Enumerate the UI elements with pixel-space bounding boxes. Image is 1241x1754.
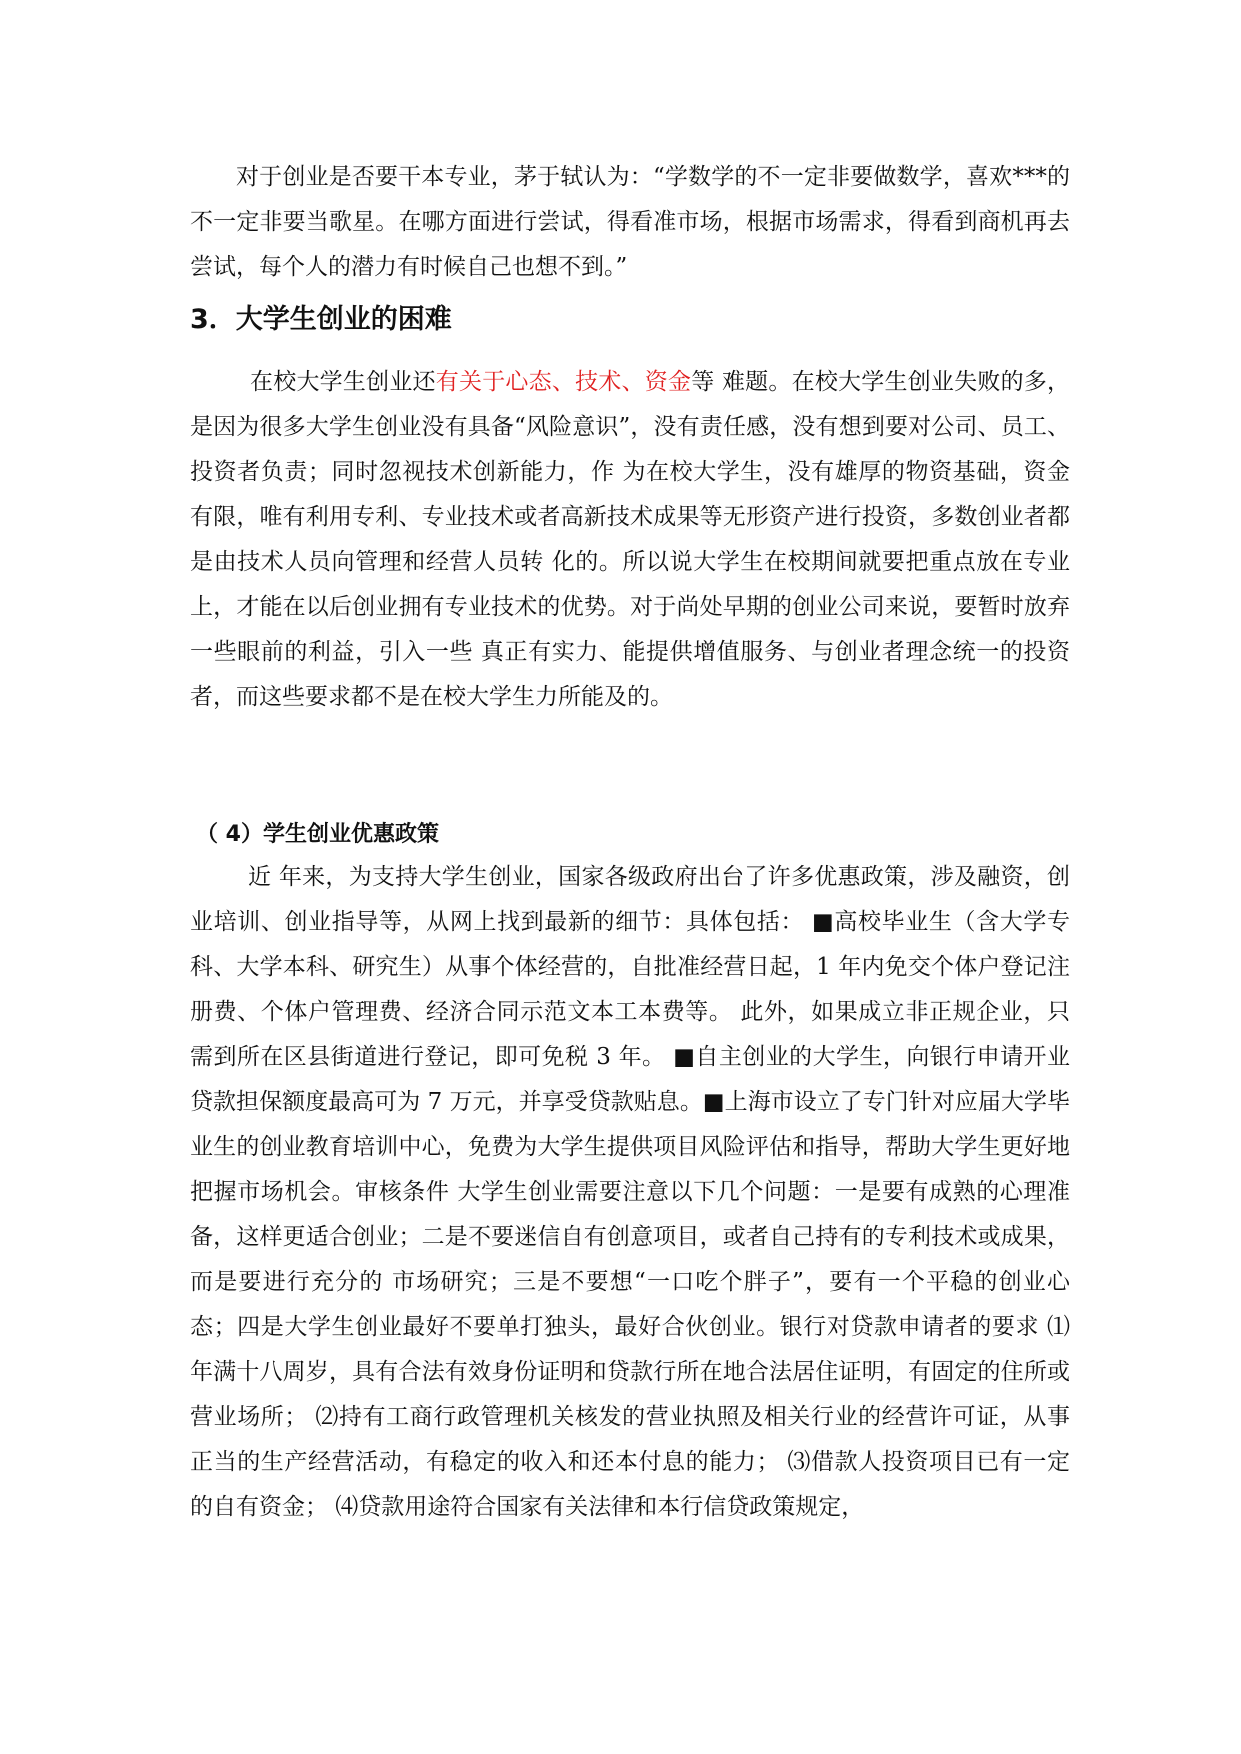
policies-paragraph: 近 年来，为支持大学生创业，国家各级政府出台了许多优惠政策，涉及融资，创业培训、创业指导等，从网上找到最新的细节：具体包括： ■高校毕业生（含大学专科、大学本科、研究生）从事个体经营的，自批准经营日起，1 年内免交个体户登记注册费、个体户管理费、经济合同示范文本工本费等。 此外，如果成立非正规企业，只需到所在区县街道进行登记，即可免税 3 年。 ■自主创业的大学生，向银行申请开业贷款担保额度最高可为 7 万元，并享受贷款贴息。■上海市设立了专门针对应届大学毕业生的创业教育培训中心，免费为大学生提供项目风险评估和指导，帮助大学生更好地把握市场机会。审核条件 大学生创业需要注意以下几个问题：一是要有成熟的心理准备，这样更适合创业；二是不要迷信自有创意项目，或者自己持有的专利技术或成果，而是要进行充分的 市场研究；三是不要想“一口吃个胖子”，要有一个平稳的创业心态；四是大学生创业最好不要单打独头，最好合伙创业。银行对贷款申请者的要求 ⑴年满十八周岁，具有合法有效身份证明和贷款行所在地合法居住证明，有固定的住所或营业场所； ⑵持有工商行政管理机关核发的营业执照及相关行业的经营许可证，从事正当的生产经营活动，有稳定的收入和还本付息的能力； ⑶借款人投资项目已有一定的自有资金； ⑷贷款用途符合国家有关法律和本行信贷政策规定， [190, 864, 1070, 1520]
section-heading-policies: （ 4）学生创业优惠政策 [196, 822, 439, 847]
difficulties-body-text: 等 难题。在校大学生创业失败的多，是因为很多大学生创业没有具备“风险意识”，没有责任感，没有想到要对公司、员工、投资者负责；同时忽视技术创新能力，作 为在校大学生，没有雄厚的物资基础，资金有限，唯有利用专利、专业技术或者高新技术成果等无形资产进行投资，多数创业者都是由技术人员向管理和经营人员转 化的。所以说大学生在校期间就要把重点放在专业上，才能在以后创业拥有专业技术的优势。对于尚处早期的创业公司来说，要暂时放弃一些眼前的利益，引入一些 真正有实力、能提供增值服务、与创业者理念统一的投资者，而这些要求都不是在校大学生力所能及的。 [190, 369, 1071, 710]
difficulties-paragraph [190, 360, 1070, 720]
highlighted-text: 有关于心态、技术、资金 [435, 369, 692, 395]
difficulties-lead-text: 在校大学生创业还 [250, 369, 436, 395]
section-heading-difficulties: 3．大学生创业的困难 [190, 304, 452, 335]
quote-paragraph: 对于创业是否要干本专业，茅于轼认为：“学数学的不一定非要做数学，喜欢***的不一定非要当歌星。在哪方面进行尝试，得看准市场，根据市场需求，得看到商机再去尝试，每个人的潜力有时候自己也想不到。” [190, 164, 1070, 280]
